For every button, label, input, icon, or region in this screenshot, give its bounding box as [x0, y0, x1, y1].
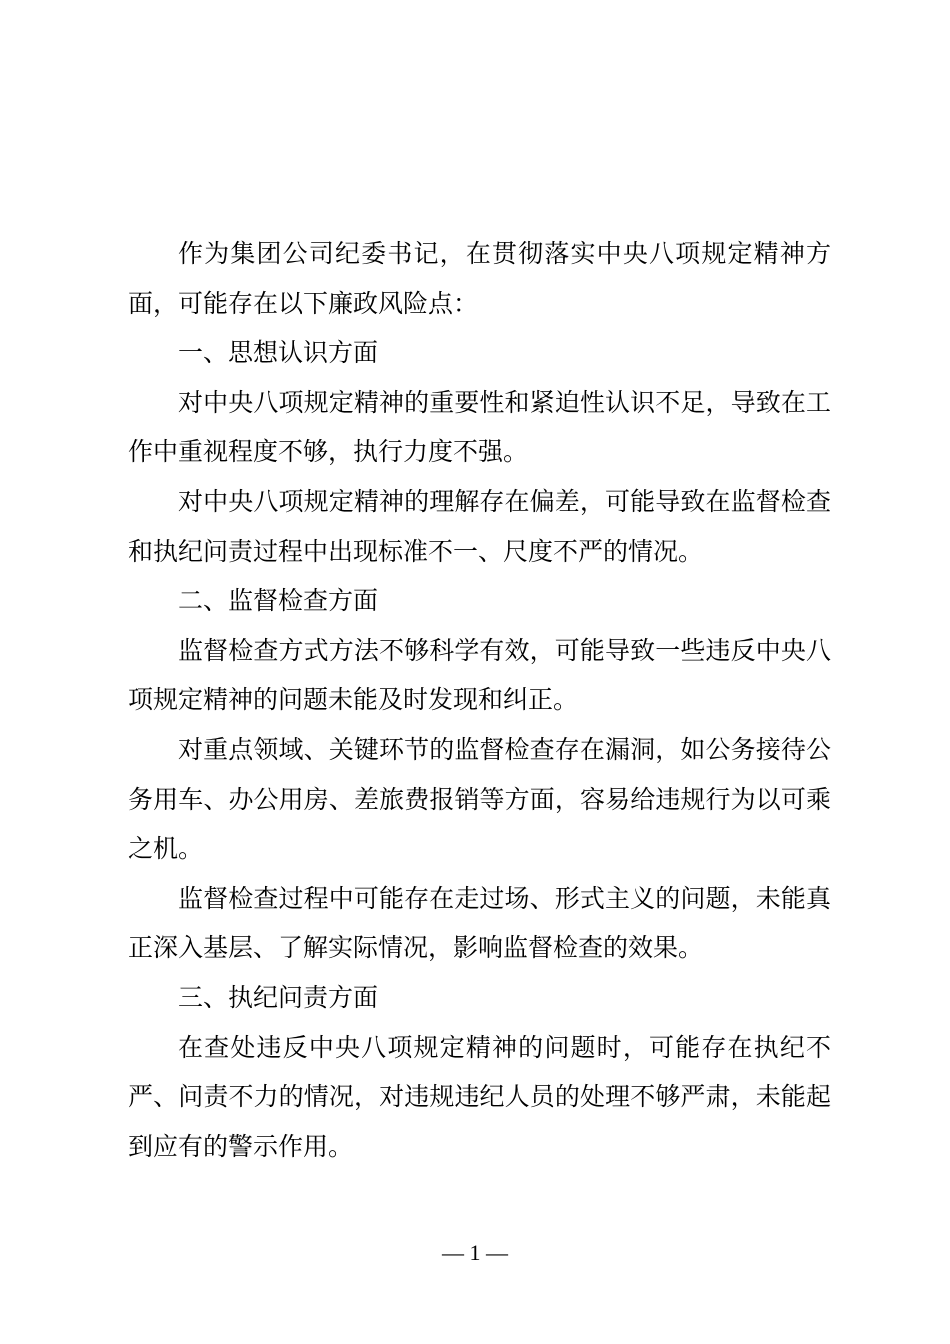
body-paragraph: 监督检查方式方法不够科学有效，可能导致一些违反中央八项规定精神的问题未能及时发现和纠正。	[128, 635, 831, 715]
page-number: — 1 —	[442, 1240, 508, 1265]
document-body	[128, 229, 831, 1171]
body-paragraph: 对中央八项规定精神的理解存在偏差，可能导致在监督检查和执纪问责过程中出现标准不一、尺度不严的情况。	[128, 486, 831, 566]
body-paragraph: 对重点领域、关键环节的监督检查存在漏洞，如公务接待公务用车、办公用房、差旅费报销等方面，容易给违规行为以可乘之机。	[128, 734, 831, 864]
section-heading-supervision: 二、监督检查方面	[178, 586, 379, 616]
body-paragraph: 对中央八项规定精神的重要性和紧迫性认识不足，导致在工作中重视程度不够，执行力度不强。	[128, 387, 831, 467]
section-heading-discipline: 三、执纪问责方面	[178, 982, 379, 1012]
body-paragraph: 监督检查过程中可能存在走过场、形式主义的问题，未能真正深入基层、了解实际情况，影响监督检查的效果。	[128, 883, 831, 963]
intro-paragraph: 作为集团公司纪委书记，在贯彻落实中央八项规定精神方面，可能存在以下廉政风险点：	[128, 239, 831, 318]
section-heading-thinking: 一、思想认识方面	[178, 338, 379, 368]
body-paragraph: 在查处违反中央八项规定精神的问题时，可能存在执纪不严、问责不力的情况，对违规违纪人员的处理不够严肃，未能起到应有的警示作用。	[128, 1032, 831, 1161]
